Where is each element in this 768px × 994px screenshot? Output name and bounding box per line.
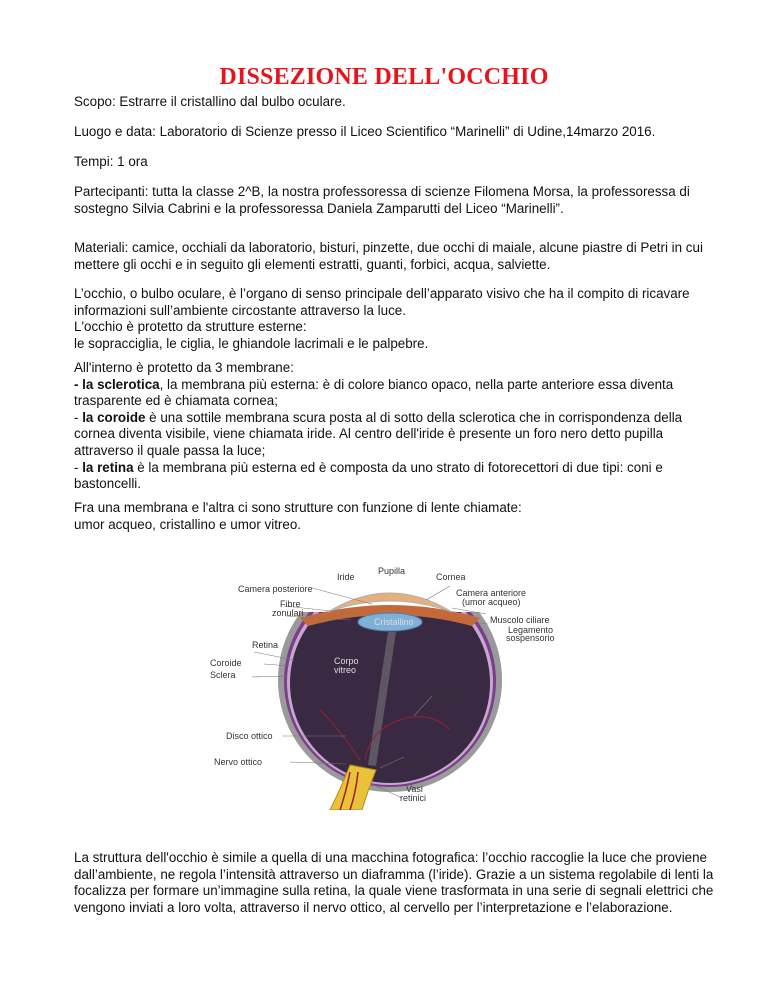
tempi-paragraph: Tempi: 1 ora xyxy=(74,154,148,169)
lenti-line-2: umor acqueo, cristallino e umor vitreo. xyxy=(74,516,301,532)
intro-line-1: L’occhio, o bulbo oculare, è l’organo di senso principale dell’apparato visivo che ha il compito di ricavare informazioni sull’ambiente circostante attraverso la luce. xyxy=(74,286,690,318)
eye-diagram xyxy=(200,560,580,810)
label-retinici: retinici xyxy=(400,793,427,803)
materiali-paragraph: Materiali: camice, occhiali da laboratorio, bisturi, pinzette, due occhi di maiale, alcune piastre di Petri in cui mettere gli occhi e in seguito gli elementi estratti, guanti, forbici, acqua, salviette. xyxy=(74,240,703,272)
luogo-paragraph: Luogo e data: Laboratorio di Scienze presso il Liceo Scientifico “Marinelli” di Udine,14marzo 2016. xyxy=(74,124,656,139)
label-pupilla: Pupilla xyxy=(378,566,406,576)
label-umor-acqueo: (umor acqueo) xyxy=(462,597,521,607)
lenti-paragraph xyxy=(74,500,714,533)
label-cristallino: Cristallino xyxy=(374,617,414,627)
label-camera-posteriore: Camera posteriore xyxy=(238,584,313,594)
membrane-paragraph xyxy=(74,360,714,493)
label-iride: Iride xyxy=(337,572,355,582)
label-camera-anteriore: Camera anteriore xyxy=(456,588,527,598)
lenti-line-1: Fra una membrana e l'altra ci sono strutture con funzione di lente chiamate: xyxy=(74,500,522,515)
label-muscolo-ciliare: Muscolo ciliare xyxy=(490,615,550,625)
label-ialoideo: ialoideo xyxy=(432,695,464,705)
label-coroide: Coroide xyxy=(210,658,242,668)
retina-text: è la membrana più esterna ed è composta da uno strato di fotorecettori di due tipi: coni e bastoncelli. xyxy=(74,459,663,492)
scopo-paragraph: Scopo: Estrarre il cristallino dal bulbo oculare. xyxy=(74,94,346,109)
intro-line-3: le sopracciglia, le ciglia, le ghiandole lacrimali e le palpebre. xyxy=(74,335,429,351)
membrane-intro: All'interno è protetto da 3 membrane: xyxy=(74,360,294,375)
label-disco-ottico: Disco ottico xyxy=(226,731,273,741)
page-title: DISSEZIONE DELL'OCCHIO xyxy=(219,64,549,90)
label-canale: Canale xyxy=(432,686,461,696)
label-fovea: Fovea xyxy=(398,761,424,771)
intro-paragraph xyxy=(74,286,714,352)
label-retina: Retina xyxy=(252,640,279,650)
retina-prefix: - xyxy=(74,459,83,475)
partecipanti-paragraph: Partecipanti: tutta la classe 2^B, la nostra professoressa di scienze Filomena Morsa, la professoressa di sostegno Silvia Cabrini e la professoressa Daniela Zamparutti del Liceo “Marinelli”. xyxy=(74,184,690,216)
intro-line-2: L'occhio è protetto da strutture esterne: xyxy=(74,319,307,335)
label-vitreo: vitreo xyxy=(334,665,357,675)
label-zonulari: zonulari xyxy=(272,608,304,618)
label-vasi: Vasi xyxy=(406,784,423,794)
label-fibre: Fibre xyxy=(280,599,301,609)
label-sospensorio: sospensorio xyxy=(506,633,555,643)
label-nervo-ottico: Nervo ottico xyxy=(214,757,263,767)
retina-term: la retina xyxy=(82,459,134,475)
sclerotica-term: - la sclerotica xyxy=(74,376,160,392)
coroide-term: la coroide xyxy=(82,409,146,425)
sclerotica-text: , la membrana più esterna: è di colore bianco opaco, nella parte anteriore essa diventa trasparente ed è chiamata cornea; xyxy=(74,376,674,409)
coroide-prefix: - xyxy=(74,409,83,425)
label-legamento: Legamento xyxy=(508,625,554,635)
conclusione-paragraph: La struttura dell'occhio è simile a quella di una macchina fotografica: l’occhio raccoglie la luce che proviene dall’ambiente, ne regola l’intensità attraverso un diaframma (l’iride). Grazie a un sistema regolabile di lenti la focalizza per formare un’immagine sulla retina, la quale viene trasformata in una serie di segnali elettrici che vengono inviati a loro volta, attraverso il nervo ottico, al cervello per l’interpretazione e l’elaborazione. xyxy=(74,850,714,915)
label-sclera: Sclera xyxy=(210,670,236,680)
label-corpo: Corpo xyxy=(334,656,359,666)
label-cornea: Cornea xyxy=(436,572,466,582)
coroide-text: è una sottile membrana scura posta al di sotto della sclerotica che in corrispondenza della cornea diventa visibile, viene chiamata iride. Al centro dell'iride è presente un foro nero detto pupilla attraverso il quale passa la luce; xyxy=(74,409,683,458)
